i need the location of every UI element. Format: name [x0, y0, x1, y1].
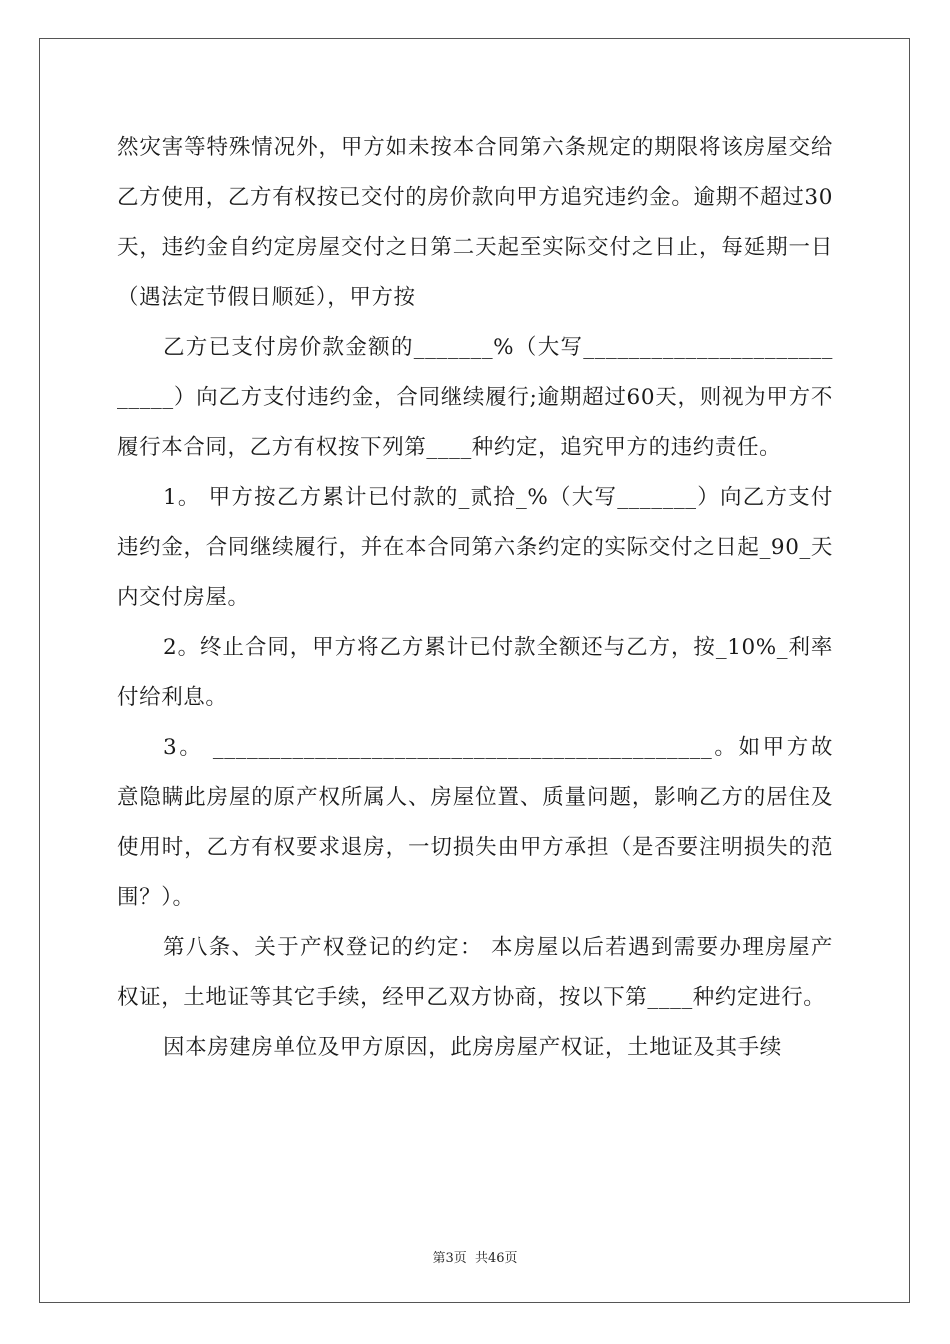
paragraph-continuation: 然灾害等特殊情况外，甲方如未按本合同第六条规定的期限将该房屋交给乙方使用，乙方有权按已交付的房价款向甲方追究违约金。逾期不超过30天，违约金自约定房屋交付之日第二天起至实际交付之日止，每延期一日（遇法定节假日顺延），甲方按 — [117, 135, 833, 310]
paragraph-article-8: 第八条、关于产权登记的约定： 本房屋以后若遇到需要办理房屋产权证，土地证等其它手续，经甲乙双方协商，按以下第____种约定进行。 — [117, 935, 833, 1010]
paragraph-option-1: 1。 甲方按乙方累计已付款的_贰拾_%（大写_______）向乙方支付违约金，合同继续履行，并在本合同第六条约定的实际交付之日起_90_天内交付房屋。 — [117, 485, 833, 610]
paragraph-option-3: 3。 ____________________________________________。如甲方故意隐瞒此房屋的原产权所属人、房屋位置、质量问题，影响乙方的居住及使用时，乙方有权要求退房，一切损失由甲方承担（是否要注明损失的范围？）。 — [117, 735, 833, 910]
paragraph-payment-penalty: 乙方已支付房价款金额的_______%（大写___________________________）向乙方支付违约金，合同继续履行;逾期超过60天，则视为甲方不履行本合同，乙方有权按下列第____种约定，追究甲方的违约责任。 — [117, 335, 833, 460]
document-body — [117, 123, 833, 1073]
page-footer — [0, 1247, 950, 1266]
paragraph-option-2: 2。终止合同，甲方将乙方累计已付款全额还与乙方，按_10%_利率付给利息。 — [117, 635, 833, 710]
paragraph-property-certificate: 因本房建房单位及甲方原因，此房房屋产权证，土地证及其手续 — [163, 1035, 782, 1060]
page-number: 第3页 共46页 — [432, 1251, 518, 1266]
